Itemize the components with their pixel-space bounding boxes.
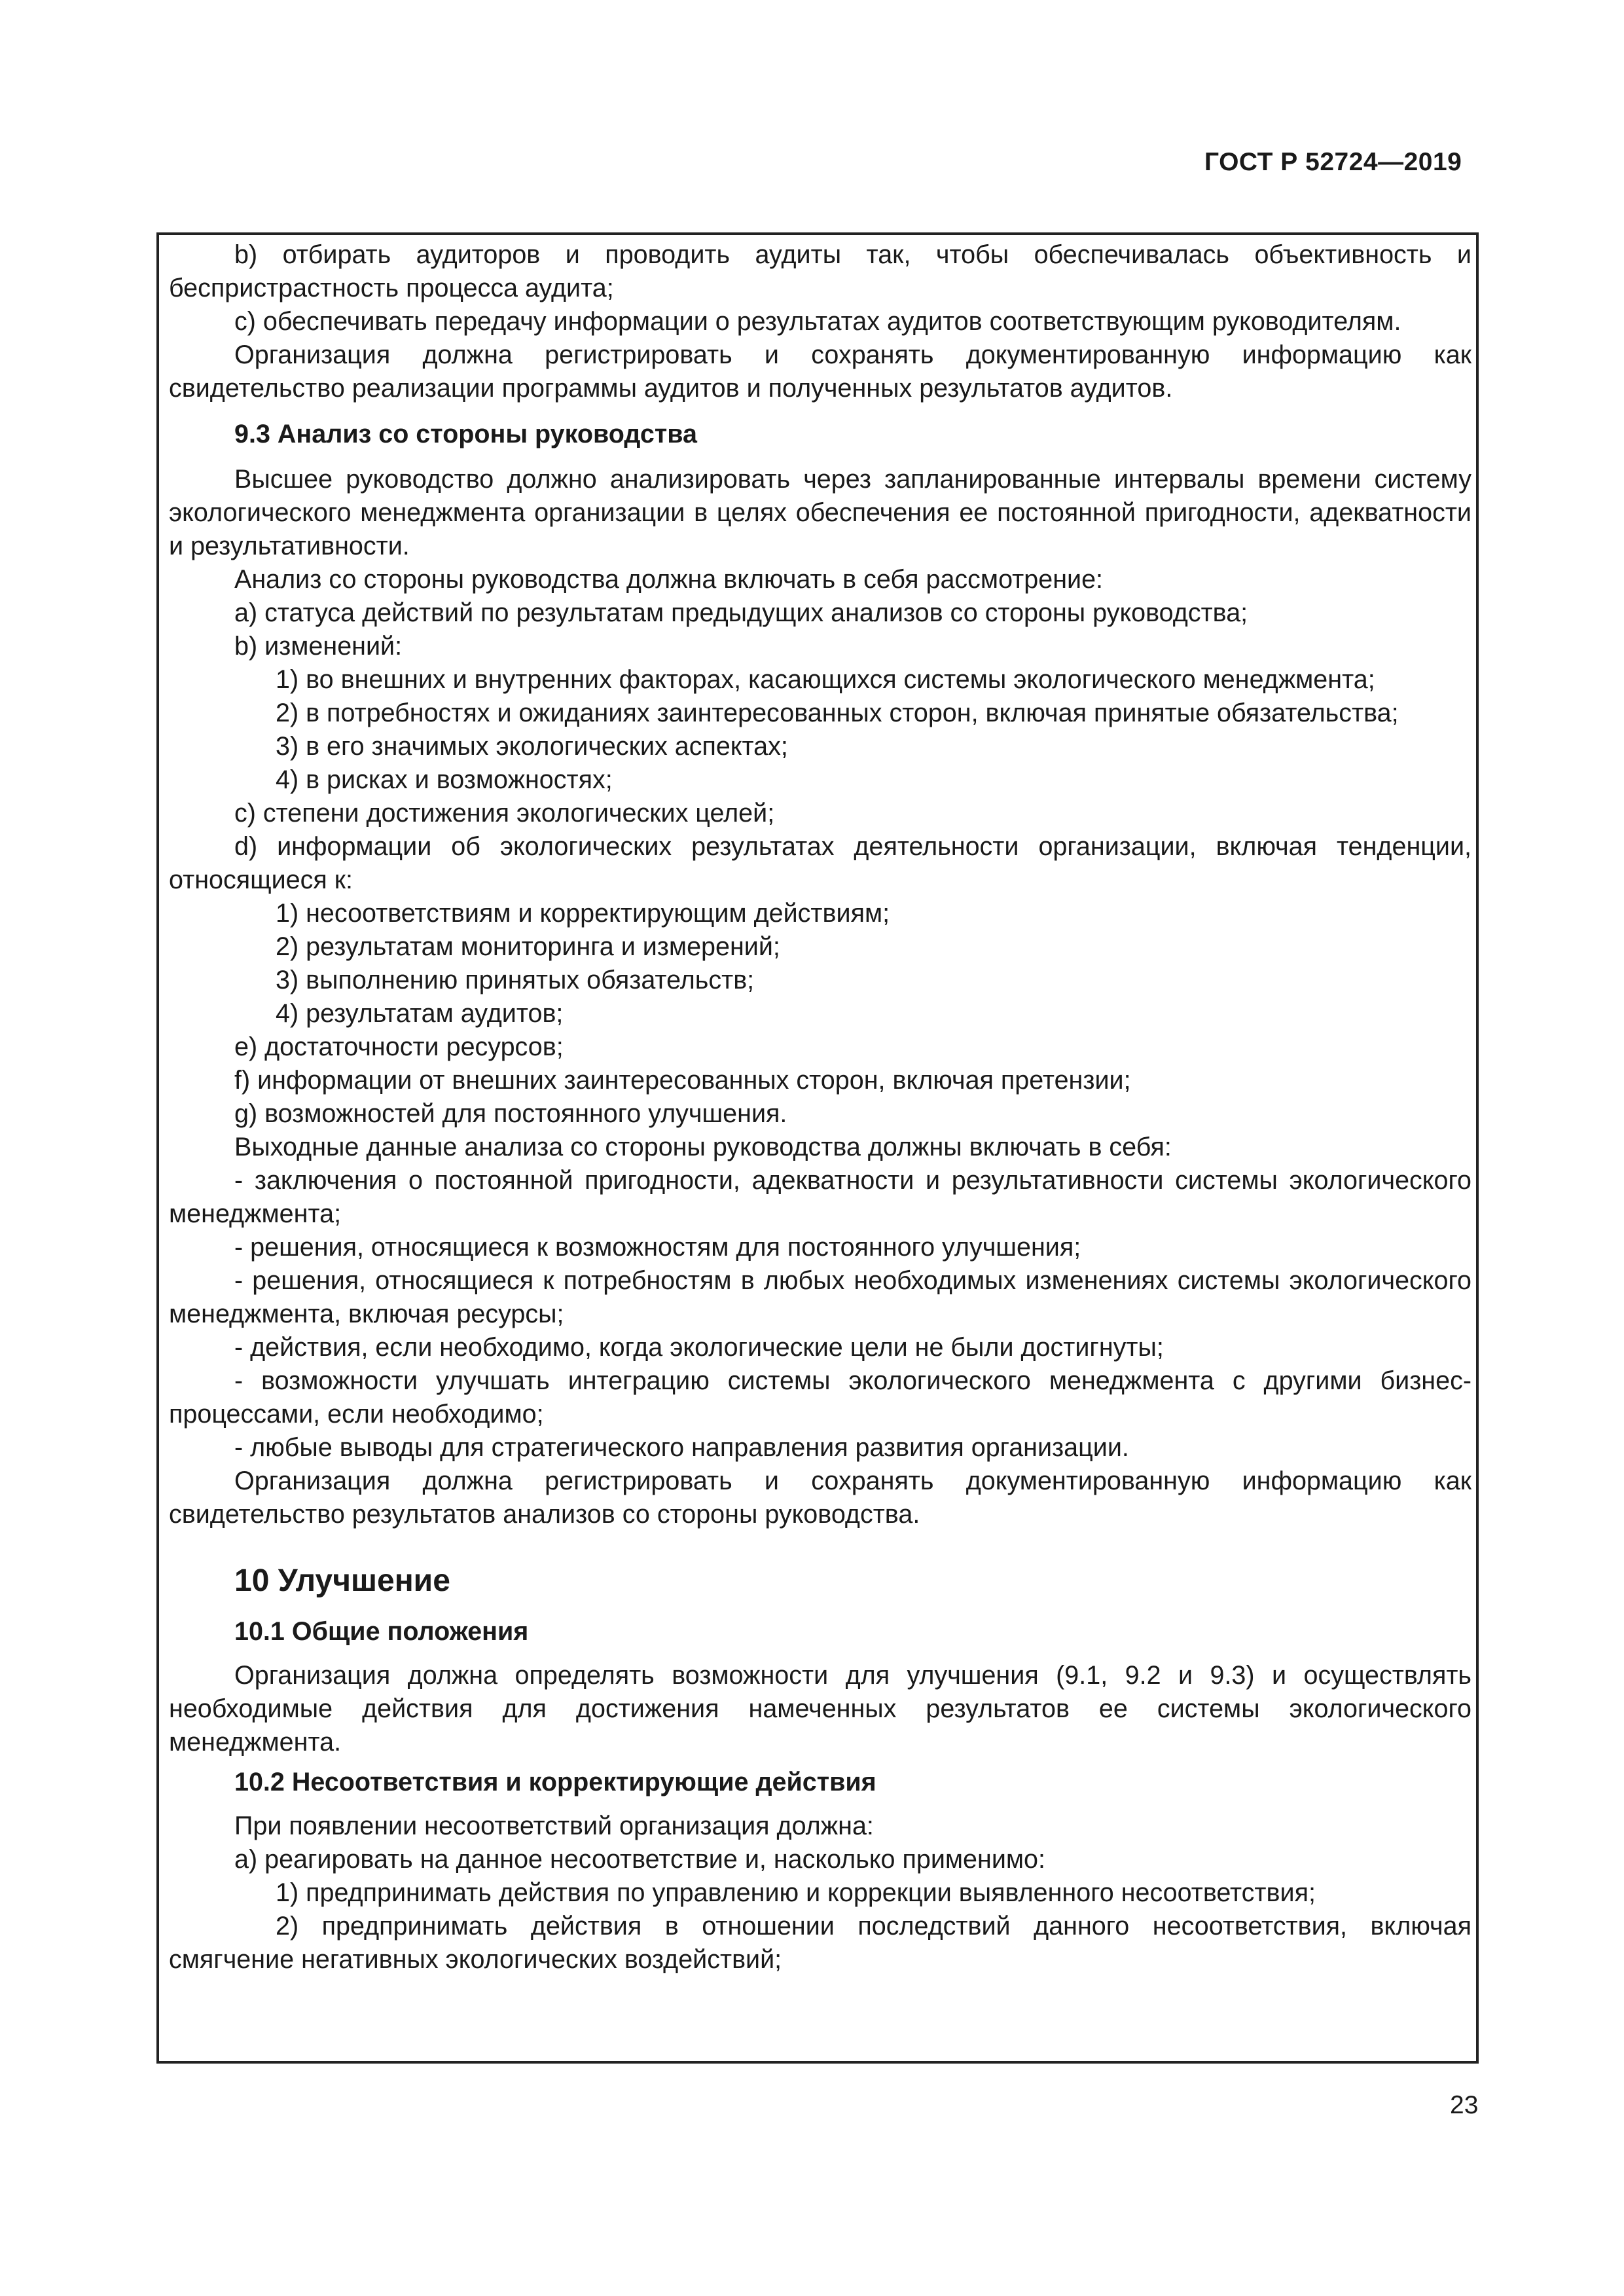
paragraph: с) обеспечивать передачу информации о результатах аудитов соответствующим руководителям. [234, 307, 1401, 336]
paragraph: - любые выводы для стратегического направления развития организации. [234, 1433, 1129, 1462]
subsection-heading: 10.2 Несоответствия и корректирующие действия [234, 1768, 876, 1796]
sub-item: 4) результатам аудитов; [276, 999, 564, 1028]
sub-item: 4) в рисках и возможностях; [276, 765, 613, 794]
paragraph: - заключения о постоянной пригодности, адекватности и результативности системы экологического менеджмента; [169, 1166, 1471, 1228]
paragraph: Организация должна регистрировать и сохранять документированную информацию как свидетельство результатов анализов со стороны руководства. [169, 1467, 1471, 1529]
document-body [169, 238, 1471, 1977]
document-code: ГОСТ Р 52724—2019 [1204, 148, 1462, 176]
paragraph: - действия, если необходимо, когда экологические цели не были достигнуты; [234, 1333, 1164, 1362]
paragraph: b) изменений: [234, 632, 403, 661]
paragraph: a) реагировать на данное несоответствие и, насколько применимо: [234, 1845, 1046, 1874]
sub-item: 1) несоответствиям и корректирующим действиям; [276, 899, 890, 928]
sub-item: 1) предпринимать действия по управлению и коррекции выявленного несоответствия; [276, 1878, 1316, 1907]
sub-item: 2) предпринимать действия в отношении последствий данного несоответствия, включая смягчение негативных экологических воздействий; [169, 1912, 1471, 1974]
paragraph: - решения, относящиеся к возможностям для постоянного улучшения; [234, 1233, 1081, 1262]
paragraph: - возможности улучшать интеграцию системы экологического менеджмента с другими бизнес-процессами, если необходимо; [169, 1366, 1471, 1429]
sub-item: 1) во внешних и внутренних факторах, касающихся системы экологического менеджмента; [276, 665, 1375, 694]
sub-item: 2) в потребностях и ожиданиях заинтересованных сторон, включая принятые обязательства; [276, 699, 1399, 727]
paragraph: e) достаточности ресурсов; [234, 1032, 564, 1061]
paragraph: - решения, относящиеся к потребностям в любых необходимых изменениях системы экологического менеджмента, включая ресурсы; [169, 1266, 1471, 1328]
paragraph: g) возможностей для постоянного улучшения. [234, 1099, 787, 1128]
paragraph: Организация должна регистрировать и сохранять документированную информацию как свидетельство реализации программы аудитов и полученных результатов аудитов. [169, 340, 1471, 403]
paragraph: a) статуса действий по результатам предыдущих анализов со стороны руководства; [234, 598, 1248, 627]
subsection-heading: 10.1 Общие положения [234, 1617, 529, 1646]
paragraph: Выходные данные анализа со стороны руководства должны включать в себя: [234, 1133, 1172, 1161]
paragraph: b) отбирать аудиторов и проводить аудиты так, чтобы обеспечивалась объективность и беспристрастность процесса аудита; [169, 240, 1471, 302]
paragraph: с) степени достижения экологических целей; [234, 799, 775, 828]
sub-item: 3) в его значимых экологических аспектах; [276, 732, 788, 761]
paragraph: f) информации от внешних заинтересованных сторон, включая претензии; [234, 1066, 1131, 1095]
paragraph: При появлении несоответствий организация должна: [234, 1812, 874, 1840]
paragraph: Организация должна определять возможности для улучшения (9.1, 9.2 и 9.3) и осуществлять необходимые действия для достижения намеченных результатов ее системы экологического менеджмента. [169, 1661, 1471, 1757]
page-number: 23 [1450, 2091, 1479, 2119]
paragraph: Высшее руководство должно анализировать через запланированные интервалы времени систему экологического менеджмента организации в целях обеспечения ее постоянной пригодности, адекватности и результативности. [169, 465, 1471, 560]
paragraph: d) информации об экологических результатах деятельности организации, включая тенденции, относящиеся к: [169, 832, 1471, 894]
section-title: 10 Улучшение [234, 1563, 450, 1598]
sub-item: 3) выполнению принятых обязательств; [276, 966, 755, 994]
section-heading: 9.3 Анализ со стороны руководства [234, 420, 697, 448]
sub-item: 2) результатам мониторинга и измерений; [276, 932, 780, 961]
paragraph: Анализ со стороны руководства должна включать в себя рассмотрение: [234, 565, 1104, 594]
